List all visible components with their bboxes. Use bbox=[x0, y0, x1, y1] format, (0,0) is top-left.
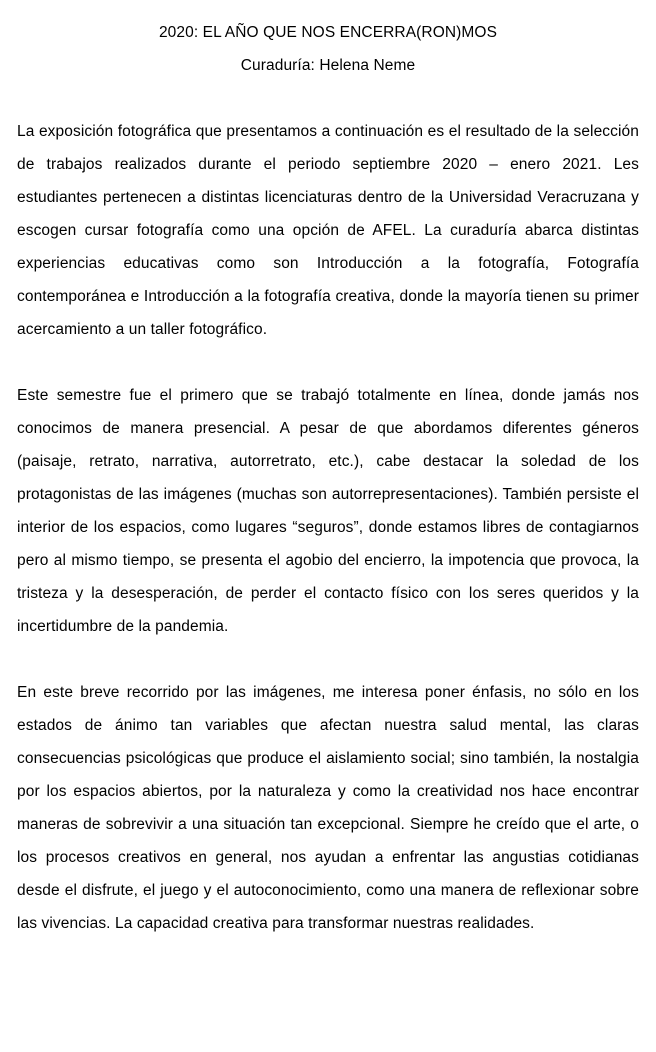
paragraph-introduction: La exposición fotográfica que presentamos a continuación es el resultado de la selección de trabajos realizados durante el periodo septiembre 2020 – enero 2021. Les estudiantes pertenecen a distintas licenciaturas dentro de la Universidad Veracruzana y escogen cursar fotografía como una opción de AFEL. La curaduría abarca distintas experiencias educativas como son Introducción a la fotografía, Fotografía contemporánea e Introducción a la fotografía creativa, donde la mayoría tienen su primer acercamiento a un taller fotográfico. bbox=[17, 123, 639, 338]
document-subtitle: Curaduría: Helena Neme bbox=[240, 57, 416, 74]
paragraph-curator-reflection: En este breve recorrido por las imágenes, me interesa poner énfasis, no sólo en los estados de ánimo tan variables que afectan nuestra salud mental, las claras consecuencias psicológicas que produce el aislamiento social; sino también, la nostalgia por los espacios abiertos, por la naturaleza y como la creatividad nos hace encontrar maneras de sobrevivir a una situación tan excepcional. Siempre he creído que el arte, o los procesos creativos en general, nos ayudan a enfrentar las angustias cotidianas desde el disfrute, el juego y el autoconocimiento, como una manera de reflexionar sobre las vivencias. La capacidad creativa para transformar nuestras realidades. bbox=[17, 684, 639, 932]
paragraph-semester-online: Este semestre fue el primero que se trabajó totalmente en línea, donde jamás nos conocimos de manera presencial. A pesar de que abordamos diferentes géneros (paisaje, retrato, narrativa, autorretrato, etc.), cabe destacar la soledad de los protagonistas de las imágenes (muchas son autorrepresentaciones). También persiste el interior de los espacios, como lugares “seguros”, donde estamos libres de contagiarnos pero al mismo tiempo, se presenta el agobio del encierro, la impotencia que provoca, la tristeza y la desesperación, de perder el contacto físico con los seres queridos y la incertidumbre de la pandemia. bbox=[17, 387, 639, 635]
document-title: 2020: EL AÑO QUE NOS ENCERRA(RON)MOS bbox=[158, 24, 498, 41]
